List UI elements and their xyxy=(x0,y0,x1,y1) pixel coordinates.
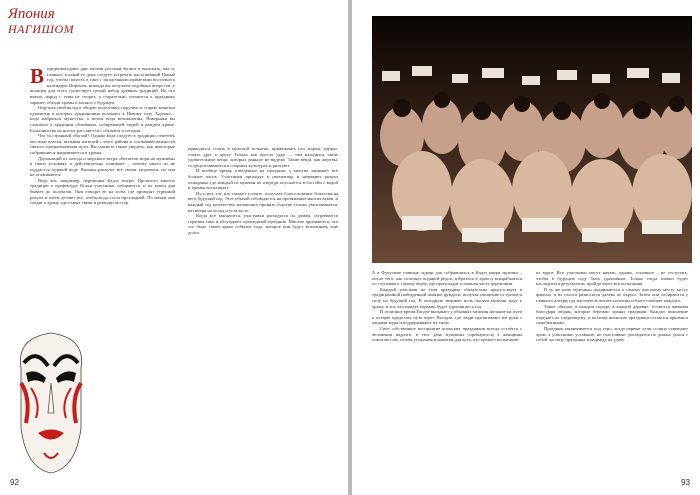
paragraph: Праздник заканчивается под утро, когда первые лучи солнца освещают храм, а участники, уставшие, но счастливые, расходятся по домам, унося с собой частицу праздника и надежду на удачу. xyxy=(536,325,688,343)
paragraph: Ощутить свой вклад в общую подготовку, поручив за старые монетки цукимоти, в которых традиционно испекают к Новому году. Хорошо – надо набраться мужества, а потом вода великолепна. Наверняка вы слышали о традиции обливания, собирающей людей в каждом храме. Большинство из них не расстаются с обычаем и сегодня. xyxy=(30,105,175,133)
right-column-1 xyxy=(372,270,522,470)
festival-photo xyxy=(372,16,692,263)
paragraph: Ну и вот, тот, кто сможет устоять, получает благословение божества на весь будущий год. Этот обычай соблюдается на протяжении многих веков, и каждый год количество желающих принять участие только увеличивается, несмотря на холод и усталость. xyxy=(188,190,338,213)
paragraph: приводится стоять в мужской толкотне, прижимаясь пол жаром, трудно, стоять друг к другу. Только как просто удар — там находятся такие удивительные вещи, которых раньше не видели. Такие вещи, как жертвы, сосредоточиваются в спорных культурах и рискуют. xyxy=(188,146,338,168)
paragraph: Дорожащий от холода и морского ветра обитатель моря на мужчины в таких условиях и действительно понимает – почему никто из не поддастся ледяной воде. Японцы рискуют все своим здоровьем, но они не отчаиваются. xyxy=(30,155,175,178)
article-heading xyxy=(8,6,158,36)
article-subtitle: НАГИШОМ xyxy=(8,22,75,36)
page-number: 92 xyxy=(10,478,19,487)
right-page xyxy=(352,0,700,495)
paragraph: Что за странный обычай? Однако вода следует в традиции отметить местные власти, вызывая жителей с этого района к осознанию важности святого предназначения пути. Вы сможете также увидеть, как некоторые собравшиеся направляются в храмы. xyxy=(30,133,175,155)
paragraph: Ведь вот, например, церемония Кадзэ моури. Прошлого многих традиции в префектуре Осаки участники собираются, и их конец дня бывает до полуночи. Они отводят ее на холм, где проводят утренний ритуал и затем делают все, чтобы вода стала прохладной. По ночам они сходят к храму, где ставят свечи и разводят костер. xyxy=(30,177,175,206)
left-page xyxy=(0,0,348,495)
left-column-2 xyxy=(188,146,338,471)
article-title: Япония xyxy=(8,6,55,22)
paragraph: Свое собственное восприятие японских праздников всегда остаётся с человеком надолго: в этот день мужчины соревнуются, а женщины помогают им, готовя угощения и напитки для всех, кто прошёл испытание. xyxy=(372,325,522,343)
drop-cap: В xyxy=(30,66,45,88)
paragraph: предновогодние дни тысячи россиян бегают в выискать, как и, главное, в какой-то день следует встречать наступивший Новый год, чтобы попасть в такт с загадочными приметами восточного календаря. Впрочем, никогда вы получаем подобных вопросов: у японцев для этого существует целый набор древних традиций. Но что важно, народ с этим не спорит, а старательно готовится к празднику заранее, обходя храмы и молясь о будущем. xyxy=(30,66,175,105)
paragraph: Каждый участник на этом празднике обязательно присутствует в традиционной набедренной повязке фундоси, получая очищение от грехов и силу на будущий год. В холодную зимнюю ночь тысячи мужчин идут к храму, и тот, кто придёт первым, будет удачлив весь год. xyxy=(372,286,522,309)
right-column-2 xyxy=(536,270,688,470)
paragraph: А в Фукусиме главные задачи для собравшихся в Кадзэ маури мужчин – после того, как исчезнет водяной рёдок, взбраться в храм и вскарабкаться по ступеням к самому верху, где происходит основная часть церемонии. xyxy=(372,270,522,287)
kabuki-mask-illustration xyxy=(6,328,96,478)
paragraph: из ворот. Все участники могут начать, однако, основное – не отступать, чтобы в будущем году быть удачливым. Только тогда можно будет насладиться результатом, пройдя через все испытания. xyxy=(536,270,688,287)
paragraph: И отличное время Ёкодзё вызывает у обычных мужчин желание на пути к алтарю проделать путь через Нагадзи, где люди протягивают им руки с чашами воды и поддерживают их силы. xyxy=(372,309,522,326)
paragraph: Такие обычаи, в каждом городе, в каждой деревне, остаются живыми благодаря людям, которые бережно хранят традиции. Каждое поколение передаёт их следующему, и поэтому японские праздники остаются яркими и самобытными. xyxy=(536,303,688,326)
paragraph: И вообще время, отведённое на праздник, у многих занимает всё больше часов. Участники приходят к святилищу и начинают ритуал очищения, где каждый из мужчин по очереди опускается в бассейн с водой и громко восклицает. xyxy=(188,168,338,191)
kabuki-mask-icon xyxy=(6,328,96,478)
paragraph: Когда все закончится, участники расходятся по домам, согреваются горячим саке и обсуждают прошедший праздник. Многие признаются, что это было самое яркое событие года, которое они будут вспоминать ещё долго. xyxy=(188,213,338,235)
paragraph: В ту же ночь мужчины поднимаются к самому высокому месту, несут факелы, и их голоса разносятся далеко по округе. Затем они собираются у главного алтаря, где настоятель читает молитвы и благословляет каждого. xyxy=(536,286,688,303)
page-number: 93 xyxy=(681,478,690,487)
crowd-photo-icon xyxy=(372,16,692,263)
